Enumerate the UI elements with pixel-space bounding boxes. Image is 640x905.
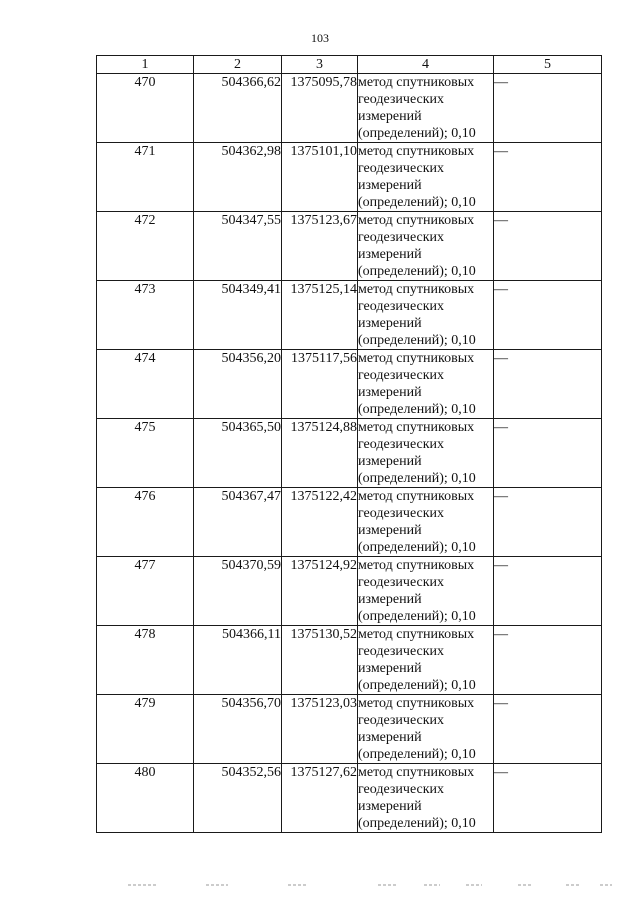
point-number-cell: 477 [97,557,194,626]
table-row [97,350,602,419]
note-dash: — [494,489,508,504]
method-line: измерений [358,592,422,607]
y-coordinate-cell: 1375130,52 [282,626,358,695]
x-coordinate-cell: 504356,20 [194,350,282,419]
x-coordinate-cell: 504365,50 [194,419,282,488]
point-number-cell: 473 [97,281,194,350]
table-row [97,212,602,281]
point-number-cell: 479 [97,695,194,764]
method-line: (определений); 0,10 [358,540,476,555]
note-dash: — [494,282,508,297]
note-dash: — [494,75,508,90]
x-coordinate-cell: 504347,55 [194,212,282,281]
method-line: метод спутниковых [358,144,475,159]
table-row [97,74,602,143]
note-dash: — [494,351,508,366]
x-coordinate-cell: 504367,47 [194,488,282,557]
method-cell [358,764,494,833]
note-dash: — [494,696,508,711]
x-coordinate-cell: 504352,56 [194,764,282,833]
y-coordinate-cell: 1375125,14 [282,281,358,350]
method-line: метод спутниковых [358,696,475,711]
method-line: геодезических [358,644,445,659]
point-number-cell: 480 [97,764,194,833]
table-row [97,695,602,764]
method-line: геодезических [358,299,445,314]
point-number-cell: 476 [97,488,194,557]
x-coordinate-cell: 504362,98 [194,143,282,212]
method-cell [358,74,494,143]
method-line: геодезических [358,713,445,728]
note-cell [494,488,602,557]
method-line: (определений); 0,10 [358,678,476,693]
method-line: (определений); 0,10 [358,333,476,348]
x-coordinate-cell: 504370,59 [194,557,282,626]
method-line: метод спутниковых [358,420,475,435]
method-line: геодезических [358,437,445,452]
method-line: (определений); 0,10 [358,609,476,624]
method-line: метод спутниковых [358,558,475,573]
header-col-3: 3 [282,56,358,74]
method-cell [358,488,494,557]
table-row [97,764,602,833]
coordinates-table [96,55,602,833]
note-dash: — [494,420,508,435]
method-cell [358,143,494,212]
y-coordinate-cell: 1375095,78 [282,74,358,143]
method-line: метод спутниковых [358,627,475,642]
note-dash: — [494,765,508,780]
method-line: метод спутниковых [358,489,475,504]
method-line: геодезических [358,368,445,383]
note-dash: — [494,558,508,573]
method-line: геодезических [358,575,445,590]
note-cell [494,626,602,695]
x-coordinate-cell: 504349,41 [194,281,282,350]
method-cell [358,557,494,626]
note-dash: — [494,627,508,642]
method-cell [358,212,494,281]
method-line: геодезических [358,506,445,521]
note-cell [494,143,602,212]
table-row [97,419,602,488]
method-cell [358,419,494,488]
method-line: (определений); 0,10 [358,126,476,141]
header-col-2: 2 [194,56,282,74]
method-line: метод спутниковых [358,213,475,228]
method-line: геодезических [358,782,445,797]
method-line: метод спутниковых [358,75,475,90]
method-cell [358,350,494,419]
point-number-cell: 474 [97,350,194,419]
method-line: измерений [358,730,422,745]
method-line: измерений [358,247,422,262]
table-row [97,557,602,626]
table-row [97,626,602,695]
note-dash: — [494,144,508,159]
note-cell [494,695,602,764]
header-col-4: 4 [358,56,494,74]
method-line: метод спутниковых [358,351,475,366]
method-line: (определений); 0,10 [358,471,476,486]
point-number-cell: 472 [97,212,194,281]
method-line: измерений [358,178,422,193]
method-line: измерений [358,523,422,538]
table-row [97,143,602,212]
note-cell [494,764,602,833]
table-row [97,488,602,557]
method-line: измерений [358,454,422,469]
method-line: измерений [358,799,422,814]
method-line: измерений [358,109,422,124]
point-number-cell: 475 [97,419,194,488]
method-cell [358,281,494,350]
y-coordinate-cell: 1375124,88 [282,419,358,488]
table-row [97,281,602,350]
method-line: геодезических [358,230,445,245]
method-line: измерений [358,661,422,676]
y-coordinate-cell: 1375117,56 [282,350,358,419]
method-line: измерений [358,316,422,331]
point-number-cell: 478 [97,626,194,695]
x-coordinate-cell: 504366,62 [194,74,282,143]
method-cell [358,695,494,764]
y-coordinate-cell: 1375127,62 [282,764,358,833]
method-line: геодезических [358,161,445,176]
method-line: (определений); 0,10 [358,816,476,831]
note-cell [494,74,602,143]
scan-artifact-marks [0,878,640,892]
table-body [97,74,602,833]
note-cell [494,212,602,281]
point-number-cell: 470 [97,74,194,143]
y-coordinate-cell: 1375101,10 [282,143,358,212]
header-col-5: 5 [494,56,602,74]
x-coordinate-cell: 504356,70 [194,695,282,764]
method-line: (определений); 0,10 [358,402,476,417]
note-cell [494,419,602,488]
method-line: геодезических [358,92,445,107]
note-cell [494,350,602,419]
y-coordinate-cell: 1375123,03 [282,695,358,764]
method-line: измерений [358,385,422,400]
method-line: (определений); 0,10 [358,747,476,762]
y-coordinate-cell: 1375124,92 [282,557,358,626]
table-header [97,56,602,74]
y-coordinate-cell: 1375123,67 [282,212,358,281]
method-line: (определений); 0,10 [358,195,476,210]
point-number-cell: 471 [97,143,194,212]
header-row [97,56,602,74]
method-line: метод спутниковых [358,282,475,297]
note-dash: — [494,213,508,228]
y-coordinate-cell: 1375122,42 [282,488,358,557]
header-col-1: 1 [97,56,194,74]
page-number: 103 [311,31,329,45]
method-line: (определений); 0,10 [358,264,476,279]
x-coordinate-cell: 504366,11 [194,626,282,695]
method-line: метод спутниковых [358,765,475,780]
method-cell [358,626,494,695]
note-cell [494,281,602,350]
note-cell [494,557,602,626]
